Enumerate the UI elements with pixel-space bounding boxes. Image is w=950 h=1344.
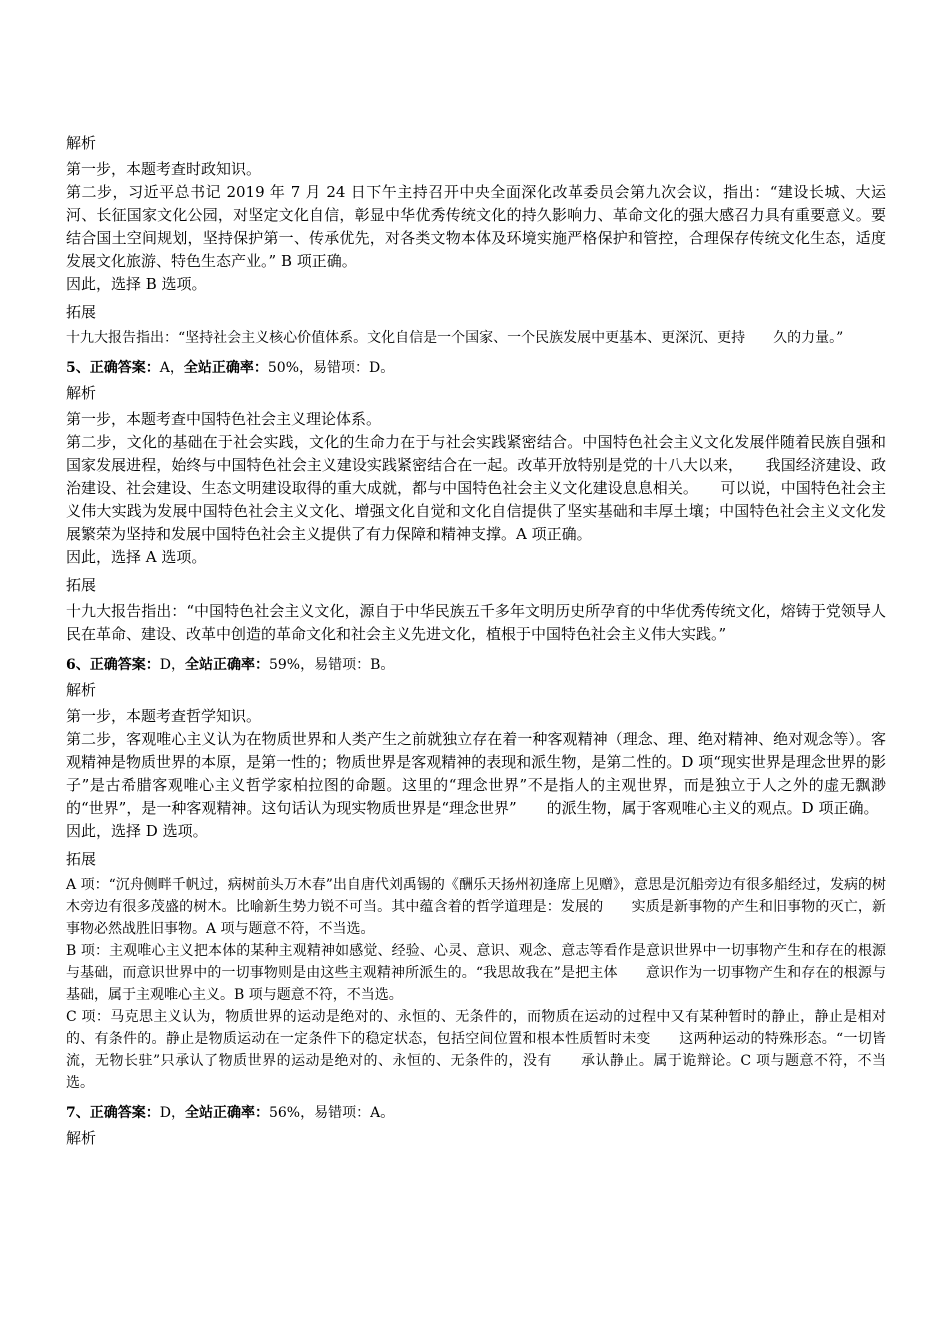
analysis-label: 解析 [66,681,97,699]
analysis-step-2: 第二步，习近平总书记 2019 年 7 月 24 日下午主持召开中央全面深化改革委员会第九次会议，指出：“建设长城、大运河、长征国家文化公园，对坚定文化自信，彰显中华优秀传统文化的持久影响力、革命文化的强大感召力具有重要意义。要结合国土空间规划，坚持保护第一、传承优先，对各类文物本体及环境实施严格保护和管控，合理保存传统文化生态，适度发展文化旅游、特色生态产业。” B 项正确。 [66,183,886,270]
answer-header-q6 [66,654,886,676]
rate-label: 全站正确率： [184,657,269,673]
analysis-step-1: 第一步，本题考查哲学知识。 [66,707,262,725]
question-number: 5、 [66,360,90,376]
analysis-label: 解析 [66,134,97,152]
extend-text: 十九大报告指出：“中国特色社会主义文化，源自于中华民族五千多年文明历史所孕育的中华优秀传统文化，熔铸于党领导人民在革命、建设、改革中创造的革命文化和社会主义先进文化，植根于中国特色社会主义伟大实践。” [66,602,886,643]
answer-header-q7 [66,1102,886,1124]
answer-label: 正确答案： [89,360,160,376]
question-number: 6、 [66,657,90,673]
answer-value: D， [159,657,185,673]
analysis-label: 解析 [66,384,97,402]
answer-label: 正确答案： [89,1105,160,1121]
answer-value: D， [159,1105,185,1121]
extend-option-a: A 项：“沉舟侧畔千帆过，病树前头万木春”出自唐代刘禹锡的《酬乐天扬州初逢席上见赠》，意思是沉船旁边有很多船经过，发病的树木旁边有很多茂盛的树木。比喻新生势力锐不可当。其中蕴含着的哲学道理是：发展的 实质是新事物的产生和旧事物的灭亡，新事物必然战胜旧事物。A 项与题意不符，不当选。 [66,877,886,937]
analysis-step-2: 第二步，客观唯心主义认为在物质世界和人类产生之前就独立存在着一种客观精神（理念、理、绝对精神、绝对观念等）。客观精神是物质世界的本原，是第一性的；物质世界是客观精神的表现和派生物，是第二性的。D 项“现实世界是理念世界的影子”是古希腊客观唯心主义哲学家柏拉图的命题。这里的“理念世界”不是指人的主观世界，而是独立于人之外的虚无飘渺的“世界”，是一种客观精神。这句话认为现实物质世界是“理念世界” 的派生物，属于客观唯心主义的观点。D 项正确。 [66,730,886,817]
analysis-conclusion: 因此，选择 B 选项。 [66,275,207,293]
rate-label: 全站正确率： [183,360,268,376]
answer-header-q5 [66,357,886,379]
answer-label: 正确答案： [89,657,160,673]
question-number: 7、 [66,1105,90,1121]
extend-option-b: B 项：主观唯心主义把本体的某种主观精神如感觉、经验、心灵、意识、观念、意志等看作是意识世界中一切事物产生和存在的根源与基础，而意识世界中的一切事物则是由这些主观精神所派生的。“我思故我在”是把主体 意识作为一切事物产生和存在的根源与基础，属于主观唯心主义。B 项与题意不符，不当选。 [66,943,886,1003]
extend-label: 拓展 [66,850,97,868]
analysis-step-2: 第二步，文化的基础在于社会实践，文化的生命力在于与社会实践紧密结合。中国特色社会主义文化发展伴随着民族自强和国家发展进程，始终与中国特色社会主义建设实践紧密结合在一起。改革开放特别是党的十八大以来， 我国经济建设、政治建设、社会建设、生态文明建设取得的重大成就，都与中国特色社会主义文化建设息息相关。 可以说，中国特色社会主义伟大实践为发展中国特色社会主义文化、增强文化自觉和文化自信提供了坚实基础和丰厚土壤；中国特色社会主义文化发展繁荣为坚持和发展中国特色社会主义提供了有力保障和精神支撑。A 项正确。 [66,433,886,543]
answer-value: A， [159,360,184,376]
document-page [66,132,886,1153]
rate-value: 59%，易错项：B。 [268,657,395,673]
analysis-label: 解析 [66,1129,97,1147]
analysis-conclusion: 因此，选择 A 选项。 [66,548,207,566]
rate-label: 全站正确率： [184,1105,269,1121]
analysis-step-1: 第一步，本题考查时政知识。 [66,160,262,178]
rate-value: 56%，易错项：A。 [268,1105,395,1121]
rate-value: 50%，易错项：D。 [267,360,395,376]
extend-option-c: C 项：马克思主义认为，物质世界的运动是绝对的、永恒的、无条件的，而物质在运动的过程中又有某种暂时的静止，静止是相对的、有条件的。静止是物质运动在一定条件下的稳定状态，包括空间位置和根本性质暂时未变 这两种运动的特殊形态。“一切皆流，无物长驻”只承认了物质世界的运动是绝对的、永恒的、无条件的，没有 承认静止。属于诡辩论。C 项与题意不符，不当选。 [66,1009,886,1091]
extend-label: 拓展 [66,576,97,594]
analysis-step-1: 第一步，本题考查中国特色社会主义理论体系。 [66,410,382,428]
extend-label: 拓展 [66,303,97,321]
extend-text: 十九大报告指出：“坚持社会主义核心价值体系。文化自信是一个国家、一个民族发展中更基本、更深沉、更持 久的力量。” [66,330,844,346]
analysis-conclusion: 因此，选择 D 选项。 [66,822,208,840]
